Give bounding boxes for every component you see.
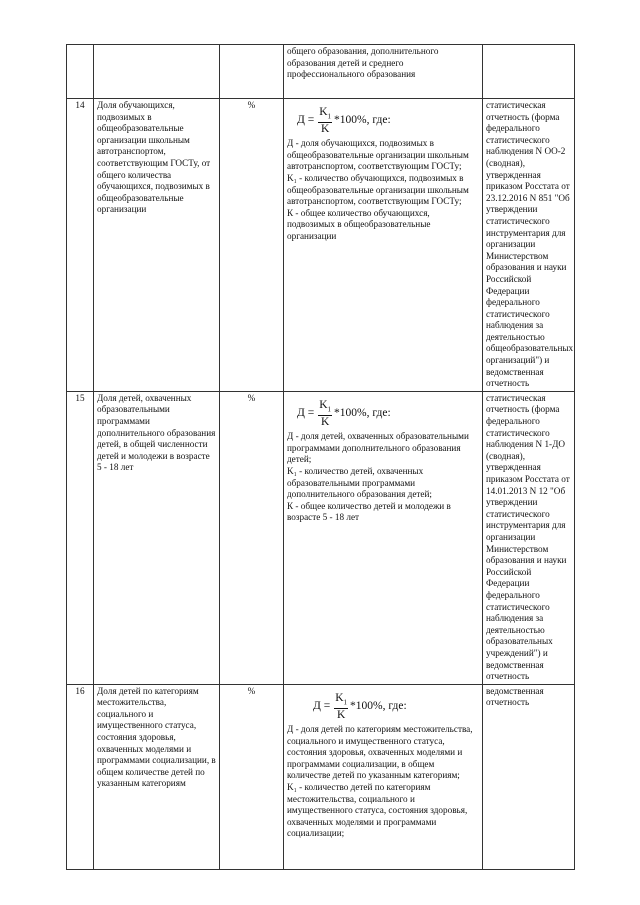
formula-numerator: K xyxy=(319,398,328,411)
definition: Д - доля обучающихся, подвозимых в общеобразовательные организации школьным автотранспортом, соответствующим ГОСТу; xyxy=(287,138,469,172)
formula-fraction xyxy=(334,692,348,721)
formula-rhs: *100%, где: xyxy=(334,114,391,127)
table-row-16 xyxy=(67,684,575,869)
unit-cell xyxy=(220,45,284,99)
calculation-method xyxy=(284,684,483,869)
row-number: 15 xyxy=(67,391,94,684)
formula-fraction xyxy=(318,399,332,428)
unit-of-measure: % xyxy=(220,684,284,869)
unit-of-measure: % xyxy=(220,99,284,392)
table-row-14 xyxy=(67,99,575,392)
indicator-name: Доля обучающихся, подвозимых в общеобразовательные организации школьным автотранспортом, соответствующим ГОСТу, от общего количества обучающихся, подвозимых в общеобразовательные организации xyxy=(94,99,220,392)
source-cell xyxy=(483,45,575,99)
formula-lhs: Д = xyxy=(297,406,315,419)
row-number: 14 xyxy=(67,99,94,392)
data-source: ведомственная отчетность xyxy=(483,684,575,869)
formula-lhs: Д = xyxy=(313,699,331,712)
definition: Д - доля детей, охваченных образовательными программами дополнительного образования детей; xyxy=(287,431,469,465)
calculation-method xyxy=(284,391,483,684)
name-cell xyxy=(94,45,220,99)
formula-rhs: *100%, где: xyxy=(350,699,407,712)
formula xyxy=(297,399,479,428)
formula-numerator-sub: 1 xyxy=(327,112,332,121)
method-line: профессионального образования xyxy=(287,69,416,80)
formula xyxy=(313,692,479,721)
definition: K₁ - количество детей, охваченных образовательными программами дополнительного образования детей; xyxy=(287,465,432,500)
formula-numerator-sub: 1 xyxy=(327,405,332,414)
formula-rhs: *100%, где: xyxy=(334,406,391,419)
indicators-table xyxy=(66,44,575,870)
formula-lhs: Д = xyxy=(297,114,315,127)
formula-fraction xyxy=(318,106,332,135)
num-cell xyxy=(67,45,94,99)
formula-denominator: K xyxy=(320,416,330,429)
formula-denominator: K xyxy=(336,708,346,721)
definition: К - общее количество детей и молодежи в возрасте 5 - 18 лет xyxy=(287,500,451,523)
formula-numerator: K xyxy=(335,691,344,704)
data-source: статистическая отчетность (форма федерального статистического наблюдения N 1-ДО (сводная), утвержденная приказом Росстата от 14.01.2013 N 12 "Об утверждении статистического инструментария для организации Министерством образования и науки Российской Федерации федерального статистического наблюдения за деятельностью образовательных учреждений") и ведомственная отчетность xyxy=(483,391,575,684)
row-number: 16 xyxy=(67,684,94,869)
table-row-15 xyxy=(67,391,575,684)
indicator-name: Доля детей, охваченных образовательными программами дополнительного образования детей, в общей численности детей и молодежи в возрасте 5 - 18 лет xyxy=(94,391,220,684)
method-line: общего образования, дополнительного xyxy=(287,46,439,56)
data-source: статистическая отчетность (форма федерального статистического наблюдения N ОО-2 (сводная), утвержденная приказом Росстата от 23.12.2016 N 851 "Об утверждении статистического инструментария для организации Министерством образования и науки Российской Федерации федерального статистического наблюдения за деятельностью общеобразовательных организаций") и ведомственная отчетность xyxy=(483,99,575,392)
definition: K₁ - количество детей по категориям местожительства, социального и имущественного статуса, состояния здоровья, охваченных моделями и программами социализации; xyxy=(287,781,468,839)
definition: K₁ - количество обучающихся, подвозимых в общеобразовательные организации школьным автотранспортом, соответствующим ГОСТу; xyxy=(287,173,469,207)
method-line: образования детей и среднего xyxy=(287,57,404,68)
method-cell xyxy=(284,45,483,99)
calculation-method xyxy=(284,99,483,392)
definition: К - общее количество обучающихся, подвозимых в общеобразовательные организации xyxy=(287,207,431,242)
definition: Д - доля детей по категориям местожительства, социального и имущественного статуса, состояния здоровья, охваченных моделями и программами социализации, в общем количестве детей по указанным категориям; xyxy=(287,723,473,781)
formula-numerator-sub: 1 xyxy=(343,697,348,706)
unit-of-measure: % xyxy=(220,391,284,684)
table-row-continuation xyxy=(67,45,575,99)
formula-numerator: K xyxy=(319,106,328,118)
formula-denominator: K xyxy=(320,123,330,136)
indicator-name: Доля детей по категориям местожительства, социального и имущественного статуса, состояния здоровья, охваченных моделями и программами социализации, в общем количестве детей по указанным категориям xyxy=(94,684,220,869)
formula xyxy=(297,106,479,135)
